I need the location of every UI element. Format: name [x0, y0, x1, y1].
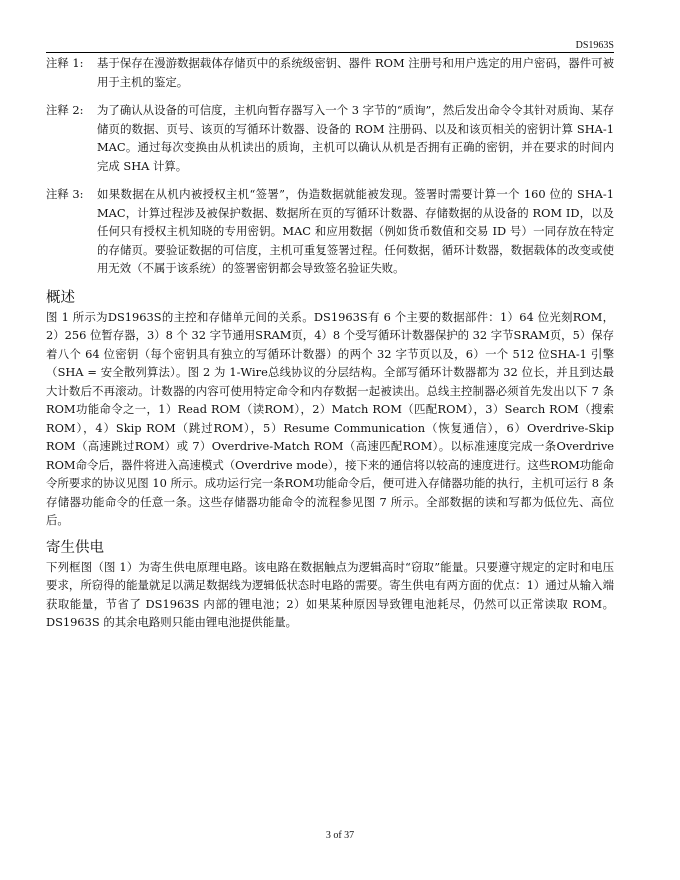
note-label: 注释 3:: [46, 187, 84, 201]
note-text: 如果数据在从机内被授权主机“签署”，伪造数据就能被发现。签署时需要计算一个 160 位的 SHA-1 MAC，计算过程涉及被保护数据、数据所在页的写循环计数器、存储数据的从设备的 ROM ID，以及任何只有授权主机知晓的专用密钥。MAC 和应用数据（例如货币数值和交易 ID 号）一同存放在特定的存储页。要验证数据的可信度，主机可重复签署过程。任何数据，循环计数器，数据载体的改变或使用无效（不属于该系统）的签署密钥都会导致签名验证失败。: [97, 187, 614, 275]
note-label: 注释 2:: [46, 103, 84, 117]
header-rule: [46, 52, 614, 53]
note-3: [46, 185, 614, 278]
parasite-power-paragraph: 下列框图（图 1）为寄生供电原理电路。该电路在数据触点为逻辑高时“窃取”能量。只要遵守规定的定时和电压要求，所窃得的能量就足以满足数据线为逻辑低状态时电路的需要。寄生供电有两方面的优点：1）通过从输入端获取能量，节省了 DS1963S 内部的锂电池；2）如果某种原因导致锂电池耗尽，仍然可以正常读取 ROM。DS1963S 的其余电路则只能由锂电池提供能量。: [46, 559, 614, 629]
page-number: 3 of 37: [325, 830, 355, 841]
note-text: 为了确认从设备的可信度，主机向暂存器写入一个 3 字节的“质询”，然后发出命令令其针对质询、某存储页的数据、页号、该页的写循环计数器、设备的 ROM 注册码、以及和该页相关的密钥计算 SHA-1 MAC。通过每次变换由从机读出的质询，主机可以确认从机是否拥有正确的密钥，并在要求的时间内完成 SHA 计算。: [97, 103, 614, 173]
document-id: DS1963S: [575, 40, 614, 51]
note-1: [46, 54, 614, 91]
note-text: 基于保存在漫游数据载体存储页中的系统级密钥、器件 ROM 注册号和用户选定的用户密码，器件可被用于主机的鉴定。: [97, 56, 614, 89]
overview-paragraph: 图 1 所示为DS1963S的主控和存储单元间的关系。DS1963S有 6 个主要的数据部件：1）64 位光刻ROM，2）256 位暂存器，3）8 个 32 字节通用SRAM页，4）8 个受写循环计数器保护的 32 字节SRAM页，5）保存着八个 64 位密钥（每个密钥具有独立的写循环计数器）的两个 32 字节页以及，6）一个 512 位SHA-1 引擎（SHA = 安全散列算法）。图 2 为 1-Wire总线协议的分层结构。全部写循环计数器都为 32 位长，并且到达最大计数后不再滚动。计数器的内容可使用特定命令和内存数据一起被读出。总线主控制器必须首先发出以下 7 条ROM功能命令之一，1）Read ROM（读ROM），2）Match ROM（匹配ROM），3）Search ROM（搜索ROM），4）Skip ROM（跳过ROM），5）Resume Communication（恢复通信），6）Overdrive-Skip ROM（高速跳过ROM）或 7）Overdrive-Match ROM（高速匹配ROM）。以标准速度完成一条Overdrive ROM命令后，器件将进入高速模式（Overdrive mode），接下来的通信将以较高的速度进行。这些ROM功能命令所要求的协议见图 10 所示。成功运行完一条ROM功能命令后，便可进入存储器功能的执行，主机可运行 8 条存储器功能命令的任意一条。这些存储器功能命令的流程参见图 7 所示。全部数据的读和写都为低位先、高位后。: [46, 309, 614, 527]
section-heading-parasite-power: 寄生供电: [46, 539, 104, 556]
page-content: [46, 54, 614, 640]
note-2: [46, 101, 614, 175]
section-heading-overview: 概述: [46, 289, 75, 306]
note-label: 注释 1:: [46, 56, 84, 70]
